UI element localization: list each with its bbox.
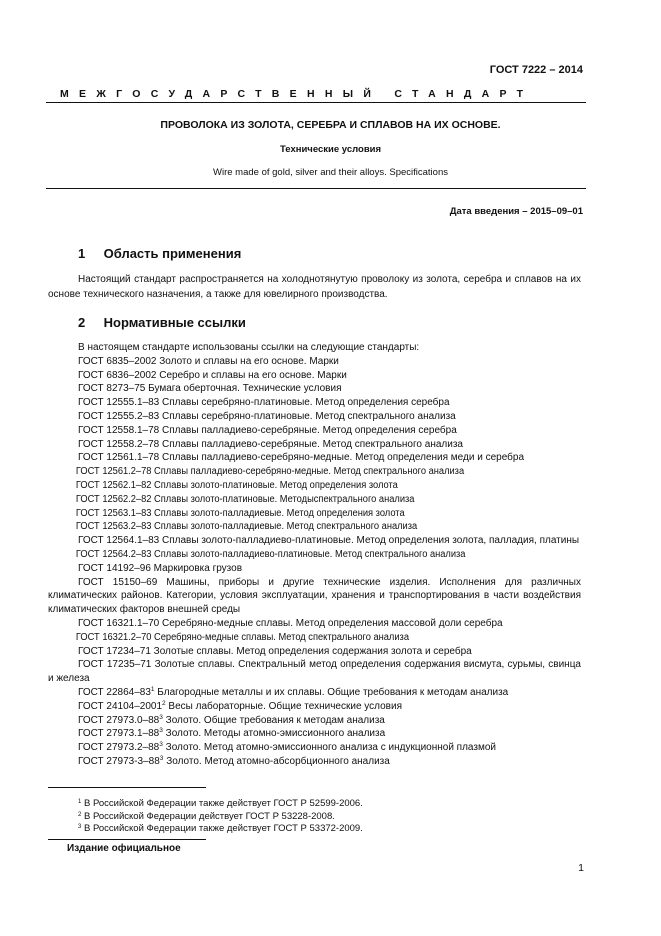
reference-item: ГОСТ $27973.0-88^3$ Золото. Общие требования к методам анализа xyxy=(78,713,385,726)
reference-item: ГОСТ 12563.2–83 Сплавы золото-палладиевые. Метод спектрального анализа xyxy=(75,521,418,533)
reference-item: ГОСТ 12561.2–78 Сплавы палладиево-серебряно-медные. Метод спектрального анализа xyxy=(75,466,465,478)
reference-item: ГОСТ 12558.2–78 Сплавы палладиево-серебряные. Метод спектрального анализа xyxy=(78,438,463,450)
footnote-mark[interactable]: 3 xyxy=(159,741,163,749)
reference-item: ГОСТ $27973-3-88^3$ Золото. Метод атомно-абсорбционного анализа xyxy=(78,754,390,767)
english-title: Wire made of gold, silver and their alloys. Specifications xyxy=(213,167,448,178)
references-list xyxy=(48,341,581,769)
reference-item: ГОСТ 17234–71 Золотые сплавы. Метод определения содержания золота и серебра xyxy=(78,645,472,657)
footnote-mark[interactable]: 3 xyxy=(159,754,164,762)
introduction-date: Дата введения – 2015–09–01 xyxy=(449,206,583,217)
footnote: $^3$ В Российской Федерации также действует ГОСТ Р 53372-2009. xyxy=(78,823,363,834)
reference-item: ГОСТ 14192–96 Маркировка грузов xyxy=(78,562,243,574)
reference-item: ГОСТ $27973.1-88^3$ Золото. Методы атомно-эмиссионного анализа xyxy=(78,727,386,740)
reference-item: ГОСТ 12564.1–83 Сплавы золото-палладиево-платиновые. Метод определения золота, палладия, платины xyxy=(78,535,580,547)
reference-item: ГОСТ 17235–71 Золотые сплавы. Спектральный метод определения содержания висмута, сурьмы, свинца и железа xyxy=(48,659,581,685)
reference-item: ГОСТ 12563.1–83 Сплавы золото-палладиевые. Метод определения золота xyxy=(75,507,405,519)
footnote-mark[interactable]: 3 xyxy=(159,713,163,721)
section-title: Нормативные ссылки xyxy=(103,315,246,330)
section-number: 1 xyxy=(78,246,86,261)
reference-item: ГОСТ $22864-83^1$ Благородные металлы и их сплавы. Общие требования к методам анализа xyxy=(78,685,509,698)
reference-item: ГОСТ 15150–69 Машины, приборы и другие технические изделия. Исполнения для различных климатических районов. Категории, условия эксплуатации, хранения и транспортирования в части воздействия климатических факторов внешней среды xyxy=(48,576,581,616)
official-edition-label: Издание официальное xyxy=(67,843,181,854)
standard-number: ГОСТ 7222 – 2014 xyxy=(489,64,583,76)
reference-item: ГОСТ $27973.2-88^3$ Золото. Метод атомно-эмиссионного анализа с индукционной плазмой xyxy=(78,741,496,754)
reference-item: ГОСТ 6835–2002 Золото и сплавы на его основе. Марки xyxy=(78,355,339,367)
section-number: 2 xyxy=(78,315,86,330)
footnote: $^2$ В Российской Федерации действует ГОСТ Р 53228-2008. xyxy=(78,810,335,822)
document-title: ПРОВОЛОКА ИЗ ЗОЛОТА, СЕРЕБРА И СПЛАВОВ НА ИХ ОСНОВЕ. xyxy=(160,119,501,131)
reference-item: ГОСТ 24104–2001$^2$ Весы лабораторные. Общие технические условия xyxy=(78,699,402,712)
footnote-mark[interactable]: 3 xyxy=(159,727,163,735)
reference-item: ГОСТ 8273–75 Бумага оберточная. Технические условия xyxy=(78,383,342,395)
footnotes xyxy=(78,798,363,836)
references-intro: В настоящем стандарте использованы ссылки на следующие стандарты: xyxy=(78,342,420,353)
reference-item: ГОСТ 12562.1–82 Сплавы золото-платиновые. Метод определения золота xyxy=(75,479,398,491)
reference-item: ГОСТ 12561.1–78 Сплавы палладиево-серебряно-медные. Метод определения меди и серебра xyxy=(78,452,525,464)
edition-divider xyxy=(48,839,206,840)
footnote-mark[interactable]: 2 xyxy=(162,699,166,707)
reference-item: ГОСТ 12558.1–78 Сплавы палладиево-серебряные. Метод определения серебра xyxy=(78,424,457,436)
section-1-heading xyxy=(78,246,241,261)
reference-item: ГОСТ 12562.2–82 Сплавы золото-платиновые. Методыспектрального анализа xyxy=(75,493,415,505)
interstate-standard-label: МЕЖГОСУДАРСТВЕННЫЙ СТАНДАРТ xyxy=(60,88,534,100)
section-2-heading xyxy=(78,315,246,330)
footnote: $^1$ В Российской Федерации также действует ГОСТ Р 52599-2006. xyxy=(78,798,363,809)
reference-item: ГОСТ 6836–2002 Серебро и сплавы на его основе. Марки xyxy=(78,369,347,381)
reference-item: ГОСТ 12555.1–83 Сплавы серебряно-платиновые. Метод определения серебра xyxy=(78,397,450,409)
page-number: 1 xyxy=(578,862,584,874)
header-divider xyxy=(46,102,586,103)
reference-item: ГОСТ 16321.2–70 Серебряно-медные сплавы. Метод спектрального анализа xyxy=(75,631,409,643)
document-subtitle: Технические условия xyxy=(279,144,382,155)
reference-item: ГОСТ 16321.1–70 Серебряно-медные сплавы. Метод определения массовой доли серебра xyxy=(78,617,503,629)
section-title: Область применения xyxy=(103,246,242,261)
footnote-mark[interactable]: 1 xyxy=(150,685,155,693)
section-1-text: Настоящий стандарт распространяется на холоднотянутую проволоку из золота, серебра и сплавов на их основе технического назначения, а также для ювелирного производства. xyxy=(48,274,581,300)
reference-item: ГОСТ 12564.2–83 Сплавы золото-палладиево-платиновые. Метод спектрального анализа xyxy=(75,548,466,560)
reference-item: ГОСТ 12555.2–83 Сплавы серебряно-платиновые. Метод спектрального анализа xyxy=(78,410,456,422)
title-divider xyxy=(46,188,586,189)
footnote-divider xyxy=(48,787,206,788)
